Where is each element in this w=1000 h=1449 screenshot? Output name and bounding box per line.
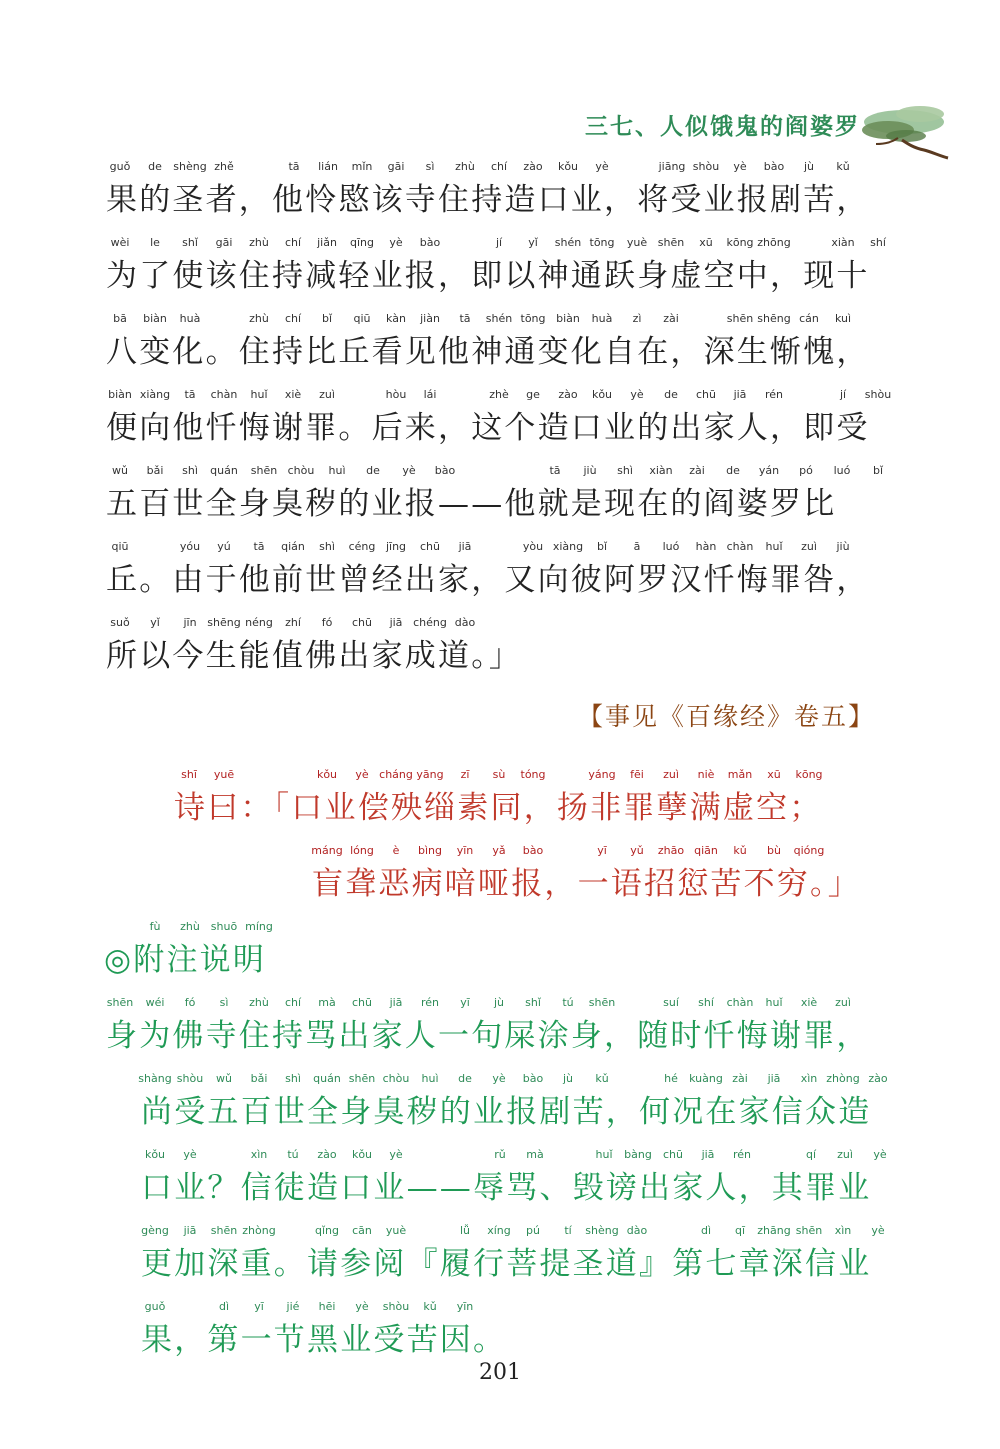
pinyin-annotation: zì	[632, 312, 642, 325]
hanzi-text: ◎附注说明	[104, 942, 267, 978]
pinyin-annotation: bào	[419, 236, 441, 249]
pinyin-annotation: yīn	[456, 844, 474, 857]
pinyin-annotation: xū	[767, 768, 781, 781]
text-line	[0, 996, 1000, 1070]
pinyin-annotation: yè	[355, 768, 369, 781]
pinyin-annotation: rén	[420, 996, 440, 1009]
pinyin-annotation: tā	[184, 388, 196, 401]
pinyin-annotation: tā	[549, 464, 561, 477]
pinyin-annotation: jiù	[583, 464, 597, 477]
pinyin-annotation: fù	[149, 920, 161, 933]
pinyin-annotation: luó	[662, 540, 680, 553]
pinyin-annotation: chòu	[287, 464, 315, 477]
pinyin-annotation: dào	[626, 1224, 648, 1237]
pinyin-annotation: wǔ	[216, 1072, 232, 1085]
pinyin-annotation: shòu	[692, 160, 720, 173]
pinyin-annotation: qián	[281, 540, 305, 553]
pinyin-annotation: kǒu	[351, 1148, 373, 1161]
pinyin-annotation: guǒ	[109, 160, 131, 173]
pinyin-annotation: zài	[732, 1072, 748, 1085]
pinyin-annotation: chū	[352, 616, 372, 629]
pinyin-annotation: pó	[799, 464, 813, 477]
pinyin-annotation: xū	[699, 236, 713, 249]
pinyin-annotation: wéi	[145, 996, 165, 1009]
pinyin-annotation: shēn	[106, 996, 134, 1009]
pinyin-annotation: chòu	[382, 1072, 410, 1085]
hanzi-text: 果的圣者，他怜愍该寺住持造口业，将受业报剧苦，	[106, 182, 870, 218]
pinyin-annotation: kǒu	[591, 388, 613, 401]
pinyin-annotation: yīn	[456, 1300, 474, 1313]
pinyin-annotation: qǐng	[315, 1224, 339, 1237]
pinyin-annotation: néng	[245, 616, 273, 629]
pinyin-annotation: jiā	[183, 1224, 197, 1237]
pinyin-annotation: jiā	[733, 388, 747, 401]
pinyin-annotation: jīn	[183, 616, 197, 629]
pinyin-annotation: zào	[868, 1072, 888, 1085]
pinyin-annotation: shén	[554, 236, 582, 249]
hanzi-text: 为了使该住持减轻业报，即以神通跃身虚空中，现十	[106, 258, 870, 294]
pinyin-annotation: lián	[318, 160, 338, 173]
pinyin-annotation: qí	[805, 1148, 817, 1161]
pinyin-annotation: shòu	[176, 1072, 204, 1085]
pinyin-annotation: chí	[490, 160, 508, 173]
pinyin-annotation: chí	[284, 996, 302, 1009]
pinyin-annotation: yú	[217, 540, 231, 553]
pinyin-annotation: zuì	[835, 996, 851, 1009]
pinyin-annotation: jiā	[767, 1072, 781, 1085]
text-line	[0, 160, 1000, 234]
pinyin-annotation: biàn	[143, 312, 167, 325]
pinyin-annotation: yè	[873, 1148, 887, 1161]
pinyin-annotation: céng	[348, 540, 376, 553]
pinyin-annotation: huà	[591, 312, 613, 325]
pinyin-annotation: jiàn	[420, 312, 440, 325]
pinyin-annotation: jiǎn	[317, 236, 337, 249]
pinyin-annotation: huǐ	[595, 1148, 613, 1161]
pinyin-annotation: zhě	[214, 160, 234, 173]
pinyin-annotation: shì	[182, 464, 198, 477]
text-line	[0, 844, 1000, 918]
pinyin-annotation: xíng	[487, 1224, 511, 1237]
pinyin-annotation: yǎ	[492, 844, 506, 857]
pinyin-annotation: zuì	[837, 1148, 853, 1161]
pinyin-annotation: tí	[564, 1224, 572, 1237]
pinyin-annotation: kàn	[386, 312, 406, 325]
pinyin-annotation: tú	[287, 1148, 299, 1161]
pinyin-annotation: de	[458, 1072, 472, 1085]
pinyin-annotation: bǐ	[321, 312, 333, 325]
pinyin-annotation: kuàng	[689, 1072, 723, 1085]
pinyin-annotation: quán	[210, 464, 238, 477]
pinyin-annotation: shòu	[382, 1300, 410, 1313]
pinyin-annotation: shì	[285, 1072, 301, 1085]
pinyin-annotation: zào	[523, 160, 543, 173]
pinyin-annotation: kǒu	[144, 1148, 166, 1161]
source-citation: 【事见《百缘经》卷五】	[578, 702, 876, 731]
pinyin-annotation: xiàng	[139, 388, 171, 401]
pinyin-annotation: yè	[183, 1148, 197, 1161]
pinyin-annotation: yè	[389, 1148, 403, 1161]
pinyin-annotation: lóng	[350, 844, 374, 857]
pinyin-annotation: huǐ	[765, 996, 783, 1009]
pinyin-annotation: chū	[420, 540, 440, 553]
pinyin-annotation: yè	[595, 160, 609, 173]
pinyin-annotation: kōng	[795, 768, 823, 781]
pinyin-annotation: zhāo	[657, 844, 685, 857]
pinyin-annotation: kǒu	[557, 160, 579, 173]
pine-tree-icon	[858, 100, 950, 162]
pinyin-annotation: shí	[698, 996, 714, 1009]
pinyin-annotation: tā	[288, 160, 300, 173]
pinyin-annotation: le	[150, 236, 160, 249]
pinyin-annotation: qiān	[694, 844, 718, 857]
pinyin-annotation: jù	[562, 1072, 574, 1085]
pinyin-annotation: gāi	[387, 160, 405, 173]
hanzi-text: 果，第一节黑业受苦因。	[141, 1322, 507, 1358]
text-line	[0, 1224, 1000, 1298]
pinyin-annotation: tā	[253, 540, 265, 553]
pinyin-annotation: bào	[434, 464, 456, 477]
pinyin-annotation: yè	[402, 464, 416, 477]
pinyin-annotation: míng	[245, 920, 273, 933]
pinyin-annotation: shèng	[585, 1224, 619, 1237]
pinyin-annotation: ge	[526, 388, 540, 401]
text-line	[0, 920, 1000, 994]
pinyin-annotation: zhù	[249, 312, 269, 325]
pinyin-annotation: zài	[689, 464, 705, 477]
pinyin-annotation: yī	[460, 996, 470, 1009]
pinyin-annotation: zào	[558, 388, 578, 401]
pinyin-annotation: yī	[254, 1300, 264, 1313]
pinyin-annotation: suǒ	[110, 616, 130, 629]
pinyin-annotation: shì	[617, 464, 633, 477]
pinyin-annotation: bàng	[624, 1148, 652, 1161]
pinyin-annotation: kǔ	[733, 844, 747, 857]
pinyin-annotation: shuō	[210, 920, 238, 933]
hanzi-text: 丘。由于他前世曾经出家，又向彼阿罗汉忏悔罪咎，	[106, 562, 870, 598]
pinyin-annotation: chū	[663, 1148, 683, 1161]
pinyin-annotation: bǎi	[250, 1072, 268, 1085]
text-line	[0, 464, 1000, 538]
pinyin-annotation: huǐ	[765, 540, 783, 553]
hanzi-text: 五百世全身臭秽的业报——他就是现在的阎婆罗比	[106, 486, 837, 522]
pinyin-annotation: xiè	[800, 996, 818, 1009]
hanzi-text: 身为佛寺住持骂出家人一句屎涂身，随时忏悔谢罪，	[106, 1018, 870, 1054]
pinyin-annotation: jiāng	[658, 160, 686, 173]
pinyin-annotation: xìn	[834, 1224, 852, 1237]
pinyin-annotation: bǐ	[596, 540, 608, 553]
pinyin-annotation: zhù	[455, 160, 475, 173]
pinyin-annotation: hàn	[695, 540, 717, 553]
pinyin-annotation: quán	[313, 1072, 341, 1085]
pinyin-annotation: shēn	[250, 464, 278, 477]
pinyin-annotation: bào	[522, 844, 544, 857]
pinyin-annotation: tōng	[589, 236, 615, 249]
hanzi-text: 便向他忏悔谢罪。后来，这个造口业的出家人，即受	[106, 410, 870, 446]
pinyin-annotation: shēn	[657, 236, 685, 249]
pinyin-annotation: shén	[485, 312, 513, 325]
pinyin-annotation: yè	[355, 1300, 369, 1313]
pinyin-annotation: shēn	[795, 1224, 823, 1237]
pinyin-annotation: zài	[663, 312, 679, 325]
pinyin-annotation: kōng	[726, 236, 754, 249]
pinyin-annotation: gāi	[215, 236, 233, 249]
pinyin-annotation: máng	[311, 844, 343, 857]
pinyin-annotation: bào	[763, 160, 785, 173]
pinyin-annotation: bā	[113, 312, 127, 325]
pinyin-annotation: qiū	[111, 540, 129, 553]
pinyin-annotation: bào	[522, 1072, 544, 1085]
hanzi-text: 诗曰：「口业偿殃缁素同，扬非罪孽满虚空；	[174, 790, 823, 826]
pinyin-annotation: jí	[495, 236, 503, 249]
pinyin-annotation: sì	[219, 996, 229, 1009]
pinyin-annotation: zhè	[489, 388, 509, 401]
pinyin-annotation: qī	[734, 1224, 746, 1237]
pinyin-annotation: yuè	[626, 236, 648, 249]
pinyin-annotation: shǐ	[525, 996, 541, 1009]
pinyin-annotation: mǐn	[351, 160, 373, 173]
pinyin-annotation: è	[392, 844, 400, 857]
pinyin-annotation: yè	[733, 160, 747, 173]
pinyin-annotation: pú	[526, 1224, 540, 1237]
pinyin-annotation: suí	[663, 996, 679, 1009]
pinyin-annotation: chàn	[210, 388, 238, 401]
pinyin-annotation: lái	[423, 388, 437, 401]
pinyin-annotation: chàn	[726, 996, 754, 1009]
pinyin-annotation: wǔ	[112, 464, 128, 477]
pinyin-annotation: shòu	[864, 388, 892, 401]
pinyin-annotation: rén	[764, 388, 784, 401]
pinyin-annotation: chí	[284, 312, 302, 325]
pinyin-annotation: xiàn	[649, 464, 673, 477]
pinyin-annotation: fó	[321, 616, 333, 629]
pinyin-annotation: kǔ	[595, 1072, 609, 1085]
pinyin-annotation: jù	[803, 160, 815, 173]
pinyin-annotation: mà	[526, 1148, 544, 1161]
pinyin-annotation: jiù	[836, 540, 850, 553]
pinyin-annotation: zhù	[180, 920, 200, 933]
text-line	[0, 388, 1000, 462]
pinyin-annotation: yòu	[522, 540, 544, 553]
text-line	[0, 1072, 1000, 1146]
pinyin-annotation: yǐ	[528, 236, 538, 249]
chapter-header: 三七、人似饿鬼的阎婆罗	[585, 114, 860, 140]
pinyin-annotation: wèi	[110, 236, 130, 249]
pinyin-annotation: yè	[389, 236, 403, 249]
pinyin-annotation: bìng	[418, 844, 442, 857]
pinyin-annotation: dì	[700, 1224, 712, 1237]
pinyin-annotation: qiū	[353, 312, 371, 325]
pinyin-annotation: huǐ	[250, 388, 268, 401]
pinyin-annotation: yán	[758, 464, 780, 477]
hanzi-text: 八变化。住持比丘看见他神通变化自在，深生惭愧，	[106, 334, 870, 370]
pinyin-annotation: yī	[597, 844, 607, 857]
pinyin-annotation: shàng	[138, 1072, 172, 1085]
pinyin-annotation: sì	[425, 160, 435, 173]
pinyin-annotation: shí	[870, 236, 886, 249]
text-line	[0, 616, 1000, 690]
pinyin-annotation: de	[366, 464, 380, 477]
pinyin-annotation: mǎn	[727, 768, 753, 781]
pinyin-annotation: mà	[318, 996, 336, 1009]
pinyin-annotation: yǐ	[150, 616, 160, 629]
pinyin-annotation: qīng	[350, 236, 374, 249]
hanzi-text: 口业？信徒造口业——辱骂、毁谤出家人，其罪业	[141, 1170, 872, 1206]
pinyin-annotation: huì	[421, 1072, 439, 1085]
pinyin-annotation: rén	[732, 1148, 752, 1161]
pinyin-annotation: ā	[633, 540, 641, 553]
pinyin-annotation: jí	[839, 388, 847, 401]
pinyin-annotation: chéng	[413, 616, 447, 629]
pinyin-annotation: jiā	[389, 996, 403, 1009]
pinyin-annotation: jīng	[385, 540, 407, 553]
page-number: 201	[479, 1360, 521, 1385]
pinyin-annotation: zhòng	[826, 1072, 860, 1085]
pinyin-annotation: yè	[871, 1224, 885, 1237]
pinyin-annotation: huà	[179, 312, 201, 325]
pinyin-annotation: shēng	[757, 312, 791, 325]
pinyin-annotation: yuē	[213, 768, 235, 781]
pinyin-annotation: shī	[181, 768, 197, 781]
pinyin-annotation: lǚ	[459, 1224, 471, 1237]
pinyin-annotation: zuì	[319, 388, 335, 401]
pinyin-annotation: yǔ	[630, 844, 644, 857]
pinyin-annotation: tā	[459, 312, 471, 325]
pinyin-annotation: chū	[352, 996, 372, 1009]
pinyin-annotation: shǐ	[182, 236, 198, 249]
pinyin-annotation: chí	[284, 236, 302, 249]
pinyin-annotation: yè	[492, 1072, 506, 1085]
pinyin-annotation: luó	[833, 464, 851, 477]
pinyin-annotation: zào	[317, 1148, 337, 1161]
pinyin-annotation: guǒ	[144, 1300, 166, 1313]
pinyin-annotation: biàn	[556, 312, 580, 325]
pinyin-annotation: yāng	[416, 768, 444, 781]
pinyin-annotation: jiā	[458, 540, 472, 553]
pinyin-annotation: zuì	[663, 768, 679, 781]
pinyin-annotation: de	[726, 464, 740, 477]
pinyin-annotation: zī	[460, 768, 470, 781]
hanzi-text: 盲聋恶病喑哑报，一语招愆苦不穷。」	[312, 866, 861, 902]
text-line	[0, 540, 1000, 614]
pinyin-annotation: kǒu	[316, 768, 338, 781]
pinyin-annotation: tóng	[520, 768, 546, 781]
pinyin-annotation: shēn	[726, 312, 754, 325]
hanzi-text: 所以今生能值佛出家成道。」	[106, 638, 523, 674]
pinyin-annotation: jiā	[389, 616, 403, 629]
pinyin-annotation: tú	[562, 996, 574, 1009]
pinyin-annotation: sù	[492, 768, 506, 781]
pinyin-annotation: xìn	[800, 1072, 818, 1085]
text-line	[0, 1148, 1000, 1222]
pinyin-annotation: xiàn	[831, 236, 855, 249]
pinyin-annotation: shēn	[348, 1072, 376, 1085]
pinyin-annotation: shēng	[207, 616, 241, 629]
pinyin-annotation: xiàng	[552, 540, 584, 553]
pinyin-annotation: cán	[799, 312, 819, 325]
pinyin-annotation: shēn	[210, 1224, 238, 1237]
pinyin-annotation: chàn	[726, 540, 754, 553]
pinyin-annotation: qióng	[793, 844, 825, 857]
pinyin-annotation: fēi	[630, 768, 644, 781]
pinyin-annotation: fó	[184, 996, 196, 1009]
pinyin-annotation: hé	[664, 1072, 678, 1085]
pinyin-annotation: rǔ	[494, 1148, 506, 1161]
pinyin-annotation: zhāng	[757, 1224, 791, 1237]
pinyin-annotation: zhōng	[757, 236, 791, 249]
pinyin-annotation: zhí	[285, 616, 301, 629]
pinyin-annotation: jié	[286, 1300, 300, 1313]
pinyin-annotation: shì	[319, 540, 335, 553]
pinyin-annotation: bù	[767, 844, 781, 857]
pinyin-annotation: shēn	[588, 996, 616, 1009]
pinyin-annotation: yuè	[385, 1224, 407, 1237]
pinyin-annotation: shèng	[173, 160, 207, 173]
pinyin-annotation: kǔ	[423, 1300, 437, 1313]
pinyin-annotation: zhù	[249, 236, 269, 249]
pinyin-annotation: yáng	[588, 768, 616, 781]
pinyin-annotation: yóu	[179, 540, 201, 553]
pinyin-annotation: kǔ	[836, 160, 850, 173]
pinyin-annotation: cān	[352, 1224, 372, 1237]
hanzi-text: 更加深重。请参阅『履行菩提圣道』第七章深信业	[141, 1246, 872, 1282]
pinyin-annotation: niè	[697, 768, 715, 781]
pinyin-annotation: hēi	[318, 1300, 336, 1313]
pinyin-annotation: cháng	[379, 768, 413, 781]
pinyin-annotation: dào	[454, 616, 476, 629]
pinyin-annotation: xìn	[250, 1148, 268, 1161]
pinyin-annotation: kuì	[834, 312, 852, 325]
pinyin-annotation: jù	[493, 996, 505, 1009]
pinyin-annotation: chū	[696, 388, 716, 401]
pinyin-annotation: zhù	[249, 996, 269, 1009]
pinyin-annotation: tōng	[520, 312, 546, 325]
pinyin-annotation: bǎi	[146, 464, 164, 477]
pinyin-annotation: xiè	[284, 388, 302, 401]
hanzi-text: 尚受五百世全身臭秽的业报剧苦，何况在家信众造	[141, 1094, 872, 1130]
pinyin-annotation: huì	[328, 464, 346, 477]
pinyin-annotation: gèng	[141, 1224, 169, 1237]
pinyin-annotation: de	[148, 160, 162, 173]
pinyin-annotation: hòu	[385, 388, 407, 401]
pinyin-annotation: zhòng	[242, 1224, 276, 1237]
pinyin-annotation: dì	[218, 1300, 230, 1313]
pinyin-annotation: bǐ	[872, 464, 884, 477]
pinyin-annotation: jiā	[701, 1148, 715, 1161]
pinyin-annotation: yè	[630, 388, 644, 401]
pinyin-annotation: zuì	[801, 540, 817, 553]
pinyin-annotation: de	[664, 388, 678, 401]
text-line	[0, 312, 1000, 386]
text-line	[0, 236, 1000, 310]
pinyin-annotation: biàn	[108, 388, 132, 401]
text-line	[0, 768, 1000, 842]
